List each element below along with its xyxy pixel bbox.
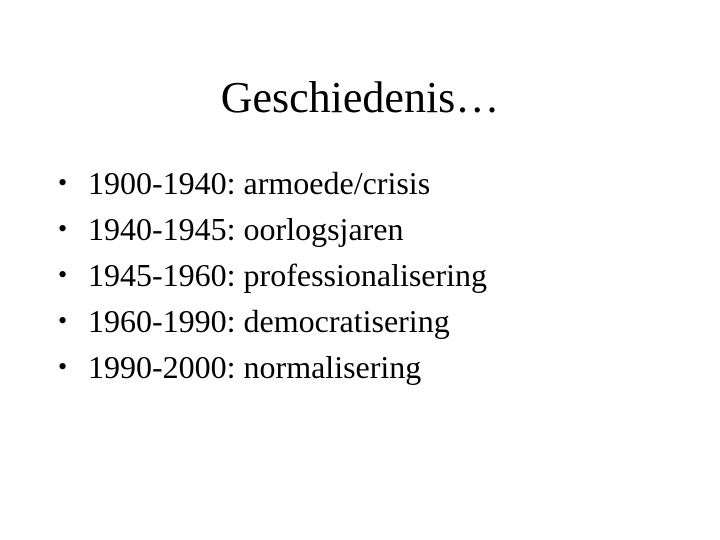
bullet-text: 1900-1940: armoede/crisis xyxy=(88,165,431,201)
bullet-icon: • xyxy=(58,168,68,197)
bullet-icon: • xyxy=(58,352,68,381)
bullet-text: 1945-1960: professionalisering xyxy=(88,257,488,293)
bullet-text: 1990-2000: normalisering xyxy=(88,349,422,385)
bullet-icon: • xyxy=(58,260,68,289)
bullet-icon: • xyxy=(58,306,68,335)
slide-title: Geschiedenis… xyxy=(220,73,500,122)
bullet-icon: • xyxy=(58,214,68,243)
bullet-text: 1960-1990: democratisering xyxy=(88,303,450,339)
bullet-text: 1940-1945: oorlogsjaren xyxy=(88,211,404,247)
